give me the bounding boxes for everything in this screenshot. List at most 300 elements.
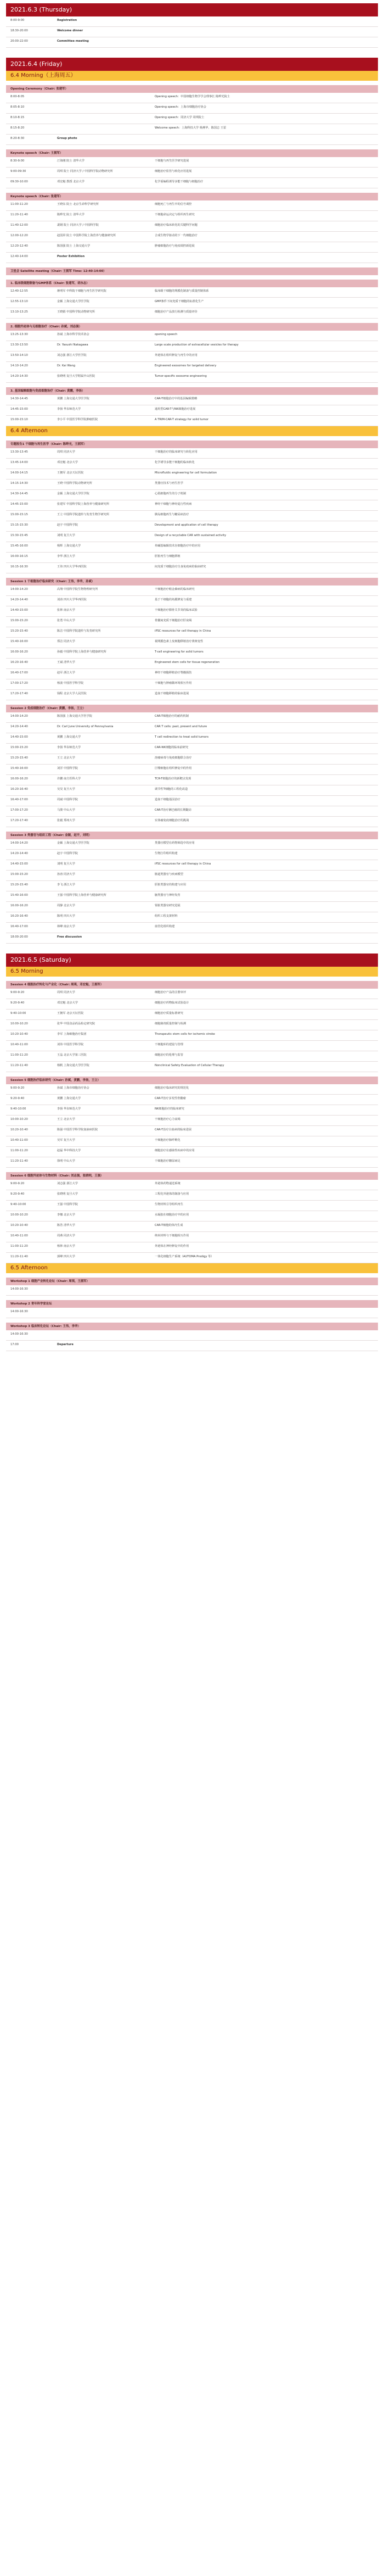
row-time: 15:00-15:20 [10, 746, 28, 749]
schedule-row [6, 796, 378, 806]
schedule-row [6, 1136, 378, 1147]
section-title: Session 1 干细胞治疗临床研究（Chair: 王伟，李华，孙斌） [6, 578, 378, 586]
schedule-row [6, 999, 378, 1010]
schedule-row [6, 211, 378, 221]
row-speaker [57, 95, 155, 101]
row-speaker: 王立 中国科学院遗传与发育生物学研究所 [57, 513, 110, 516]
row-time: 13:30-13:50 [10, 343, 28, 347]
schedule-row [6, 1147, 378, 1157]
section-title: Session 3 类器官与组织工程（Chair: 金颖，赵宇，刘明） [6, 832, 378, 839]
row-time: 17:00-17:20 [10, 809, 28, 812]
row-topic [155, 1343, 378, 1348]
row-time: 11:20-11:40 [10, 1255, 28, 1258]
row-time: 18:00-20:00 [10, 935, 28, 939]
row-topic: Nonclinical Safety Evaluation of Cellular Therapy [155, 1064, 224, 1067]
row-topic: 肾脏类器官研究进展 [155, 904, 180, 907]
row-time: 13:25-13:30 [10, 333, 28, 336]
row-topic: A TRIM-CAR-T strategy for solid tumor [155, 418, 209, 421]
row-topic: 细胞治疗的伦理与监管 [155, 1053, 183, 1057]
schedule-row [6, 785, 378, 796]
row-time: 16:20-16:40 [10, 915, 28, 918]
schedule-row [6, 331, 378, 341]
row-speaker: 王拥军 北京天坛医院 [57, 471, 84, 475]
row-time: 13:30-13:45 [10, 450, 28, 454]
row-speaker: 陈浩 清华大学 [57, 1224, 75, 1227]
row-time: 14:00-16:30 [10, 1332, 28, 1336]
schedule-row [6, 1180, 378, 1190]
schedule-row [6, 648, 378, 659]
row-speaker: 刘涛 四川大学华西医院 [57, 598, 87, 601]
row-time: 8:10-8:15 [10, 116, 25, 119]
section-title: Session 6 细胞外泌体与生物材料（Chair: 刘志强，张晓明，王强） [6, 1172, 378, 1180]
row-time: 12:40-12:55 [10, 289, 28, 293]
row-topic: 溶瘤病毒与免疫细胞联合治疗 [155, 756, 192, 760]
row-time: 15:40-16:00 [10, 767, 28, 770]
row-topic: 纳米材料与干细胞相互作用 [155, 1234, 189, 1237]
row-topic [155, 1332, 378, 1338]
row-topic: 调节性T细胞的工程化改造 [155, 788, 188, 791]
schedule-row [6, 1157, 378, 1168]
row-time: 20:00-22:00 [10, 40, 28, 43]
section-title: 卫星会 Satellite meeting（Chair: 王拥军 Time: 12:40-14:00） [6, 267, 378, 275]
schedule-row [6, 627, 378, 638]
row-speaker: Dr. Kai Wang [57, 364, 76, 367]
row-speaker: 李扬 华东师范大学 [57, 408, 81, 411]
row-time: 8:00-8:05 [10, 95, 25, 98]
schedule-row [6, 1211, 378, 1222]
row-speaker: Departure [57, 1343, 74, 1346]
row-speaker: 杨辉 上海交通大学 [57, 544, 81, 548]
row-topic: Tumor-specific exosome engineering [155, 375, 207, 378]
row-topic: 干细胞治疗糖尿病足 [155, 1159, 180, 1163]
row-topic: 类器官模型在药物筛选中的应用 [155, 841, 195, 845]
row-topic: 干细胞库的建设与管理 [155, 1043, 183, 1046]
row-speaker [57, 1332, 155, 1338]
row-speaker: 邓宏魁 北京大学 [57, 1001, 78, 1005]
row-topic: 外泌体药物递送系统 [155, 1182, 180, 1185]
row-topic: Opening speech：上海市细胞治疗协会 [155, 105, 206, 109]
row-speaker: Dr. Carl June University of Pennsylvania [57, 725, 114, 728]
section-title: 专题报告1 干细胞与再生医学（Chair: 陈晔光，王拥军） [6, 441, 378, 448]
row-topic: 合成生物学驱动的下一代细胞治疗 [155, 234, 197, 237]
schedule-row [6, 362, 378, 372]
row-speaker: 黄鹏 上海交通大学医学院 [57, 397, 89, 400]
row-time: 10:40-11:00 [10, 1139, 28, 1142]
row-time: 16:40-17:00 [10, 925, 28, 928]
row-time: 9:40-10:00 [10, 1107, 26, 1111]
row-time: 17:20-17:40 [10, 819, 28, 822]
row-speaker: 赵磊 华中科技大学 [57, 1149, 81, 1152]
row-time: 14:00-14:15 [10, 471, 28, 475]
schedule-row [6, 372, 378, 383]
row-time: 10:40-11:00 [10, 1043, 28, 1046]
row-time: 16:00-16:20 [10, 777, 28, 780]
schedule-row [6, 871, 378, 881]
row-speaker: 孙涛 同济大学 [57, 873, 75, 876]
row-time: 14:20-14:30 [10, 375, 28, 378]
schedule-row [6, 596, 378, 606]
row-speaker: 张华 中国食品药品检定研究院 [57, 1022, 95, 1025]
schedule-row [6, 395, 378, 405]
row-time: 11:00-11:20 [10, 1053, 28, 1057]
schedule-row [6, 521, 378, 532]
row-speaker: Free discussion [57, 935, 82, 939]
row-speaker: Group photo [57, 137, 77, 140]
row-speaker: Committee meeting [57, 40, 89, 43]
row-speaker: 高翔 中国科学院生物物理研究所 [57, 588, 98, 591]
row-topic: 干细胞与再生医学研究进展 [155, 159, 189, 163]
row-time: 16:20-16:40 [10, 788, 28, 791]
row-topic: 生物材料引导组织再生 [155, 1203, 183, 1206]
schedule-row [6, 638, 378, 648]
row-speaker: 李军 上海细胞治疗集团 [57, 1033, 87, 1036]
row-speaker: 刘志强 浙江大学医学院 [57, 354, 87, 357]
row-topic: 血管化组织构建 [155, 925, 175, 928]
schedule-row [6, 168, 378, 178]
row-time: 18:30-20:00 [10, 29, 28, 32]
schedule-row [6, 1062, 378, 1072]
schedule-row [6, 669, 378, 679]
row-time: 9:00-9:20 [10, 1182, 25, 1185]
row-topic: 细胞治疗临床研究的规范化 [155, 1086, 189, 1090]
row-speaker [57, 1310, 155, 1315]
row-time: 10:00-10:20 [10, 1118, 28, 1121]
row-speaker: 孙斌 上海市科学技术协会 [57, 333, 89, 336]
row-speaker: 王斌 清华大学 [57, 661, 75, 664]
row-topic: 外泌体在神经修复中的作用 [155, 1245, 189, 1248]
session-period-header: 6.4 Morning（上海周五） [6, 71, 378, 81]
row-topic: 细胞治疗药物临床试验设计 [155, 1001, 189, 1005]
row-topic: 化学重编程诱导多能干细胞与细胞治疗 [155, 180, 204, 183]
row-topic: 干细胞治疗肺纤维化 [155, 1139, 180, 1142]
schedule-row [6, 912, 378, 923]
row-speaker: 汀海刚 院士 清华大学 [57, 159, 84, 163]
row-topic: 基于干细胞的角膜修复与重建 [155, 598, 192, 601]
row-topic: opening speech [155, 333, 178, 336]
row-topic: iPSC resources for cell therapy in China [155, 629, 211, 633]
row-time: 10:40-11:00 [10, 1234, 28, 1237]
row-time: 15:00-15:20 [10, 873, 28, 876]
row-speaker [57, 105, 155, 111]
row-topic: 神经干细胞移植治疗脊髓损伤 [155, 671, 192, 674]
schedule-row [6, 1341, 378, 1351]
row-speaker: 刘志强 浙江大学 [57, 1182, 78, 1185]
schedule-row [6, 744, 378, 754]
row-topic [155, 19, 378, 24]
row-topic: Design of a recyclable CAR with sustained activity [155, 534, 227, 537]
row-time: 15:15-15:30 [10, 523, 28, 527]
row-speaker: 刘明 复旦大学 [57, 862, 75, 866]
row-topic: 肝脏类器官的构建与应用 [155, 883, 187, 886]
schedule-row [6, 891, 378, 902]
row-topic: 脑类器官与神经发育 [155, 894, 180, 897]
schedule-row [6, 1330, 378, 1341]
row-speaker: Registration [57, 19, 77, 22]
row-speaker: 金颖 上海交通大学医学院 [57, 300, 89, 303]
row-time: 12:20-12:40 [10, 244, 28, 248]
row-time: 8:00-9:00 [10, 19, 25, 22]
row-topic: T cell redirection to treat solid tumors [155, 735, 209, 739]
row-time: 15:40-16:00 [10, 894, 28, 897]
row-time: 09:30-10:00 [10, 180, 28, 183]
row-speaker: 郑洁 同济大学 [57, 640, 75, 643]
row-speaker: 陈晔光 院士 清华大学 [57, 213, 84, 216]
row-topic: 细胞死亡与再生中的信号调控 [155, 203, 192, 206]
row-topic: 肿瘤细胞治疗与免疫调控新进展 [155, 244, 195, 248]
row-topic: 外泌体在组织修复与再生中的应用 [155, 354, 197, 357]
row-topic: CAR-NK细胞的临床前研究 [155, 746, 189, 749]
row-topic: CAR-T治疗白血病的临床进展 [155, 1128, 192, 1131]
row-time: 15:00-15:15 [10, 513, 28, 516]
row-speaker: 周琪 同济大学 [57, 991, 75, 994]
row-topic: 胰岛细胞再生与糖尿病治疗 [155, 513, 189, 516]
row-time: 16:40-17:00 [10, 798, 28, 801]
row-time: 11:20-11:40 [10, 213, 28, 216]
row-topic: 临床级干细胞的规模化制备与质量控制体系 [155, 289, 209, 293]
row-topic: 细胞治疗监管与转化应用进展 [155, 170, 192, 173]
row-time: 14:00-16:30 [10, 1287, 28, 1291]
row-time: 16:20-16:40 [10, 661, 28, 664]
row-speaker: 黄鹏 上海交通大学 [57, 1097, 81, 1100]
schedule-row [6, 93, 378, 103]
row-topic: 单碱基编辑技术在细胞治疗中的应用 [155, 544, 201, 548]
row-time: 9:40-10:00 [10, 1012, 26, 1015]
row-topic: Development and application of cell therapy [155, 523, 218, 527]
schedule-row [6, 341, 378, 352]
row-speaker: 许鹏 南方医科大学 [57, 777, 81, 780]
section-title: 3. 基因编辑细胞与免疫细胞治疗（Chair: 黄鹏，李扬） [6, 387, 378, 395]
schedule-row [6, 114, 378, 124]
schedule-row [6, 765, 378, 775]
row-time: 14:15-14:30 [10, 482, 28, 485]
row-time: 14:40-15:00 [10, 862, 28, 866]
row-topic: 细胞治疗在感染性疾病中的应用 [155, 1149, 195, 1152]
schedule-row [6, 881, 378, 891]
row-topic: 神经干细胞与神经退行性疾病 [155, 503, 192, 506]
row-speaker: 赵国屏 院士 中国科学院上海营养与健康研究所 [57, 234, 116, 237]
row-speaker: 孙毅 中国科学院上海营养与健康研究所 [57, 650, 106, 654]
schedule-row [6, 1051, 378, 1062]
row-time: 14:00-14:20 [10, 841, 28, 845]
row-time: 13:10-13:25 [10, 310, 28, 314]
row-topic: 肠道类器官与疾病模型 [155, 873, 183, 876]
row-speaker: 裴钢 院士 同济大学 / 中国科学院 [57, 224, 99, 227]
row-speaker: 周斌 中国科学院 [57, 798, 78, 801]
row-topic: 干细胞命运决定与组织再生研究 [155, 213, 195, 216]
row-topic: iPSC resources for cell therapy in China [155, 862, 211, 866]
section-title: Session 2 免疫细胞治疗（Chair: 黄鹏，李扬，王立） [6, 705, 378, 712]
section-title: 2. 细胞外泌体与无细胞治疗（Chair: 孙斌，刘志强） [6, 323, 378, 331]
row-speaker: 张勇 中山大学 [57, 619, 75, 622]
row-speaker: 张林 南京大学 [57, 609, 75, 612]
schedule-row [6, 617, 378, 627]
row-topic: Opening speech：中国细胞生物学学会理事长 陈晔光院士 [155, 95, 230, 98]
row-speaker: 王立 北京大学 [57, 756, 75, 760]
row-topic: 工程化外泌体的制备与应用 [155, 1192, 189, 1196]
row-speaker: 王拥军 北京天坛医院 [57, 1012, 84, 1015]
row-speaker: 李扬 华东师范大学 [57, 1107, 81, 1111]
schedule-row [6, 287, 378, 298]
schedule-row [6, 479, 378, 490]
schedule-row [6, 1126, 378, 1136]
row-time: 12:00-12:20 [10, 234, 28, 237]
schedule-row [6, 1084, 378, 1095]
schedule-row [6, 469, 378, 479]
schedule-row [6, 1232, 378, 1242]
row-time: 11:00-11:20 [10, 1149, 28, 1152]
day-header: 2021.6.5 (Saturday) [6, 954, 378, 967]
schedule-row [6, 806, 378, 817]
row-speaker: 张建军 中国科学院上海营养与健康研究所 [57, 503, 110, 506]
row-topic: 细胞治疗临床转化的关键科学问题 [155, 224, 197, 227]
schedule-row [6, 298, 378, 308]
row-speaker: 李小平 中国医学科学院肿瘤医院 [57, 418, 98, 421]
row-speaker: 赵军 浙江大学 [57, 671, 75, 674]
section-title: Session 4 细胞治疗转化与产业化（Chair: 周琪，邓宏魁，王拥军） [6, 981, 378, 989]
row-speaker: 邓宏魁 北京大学 [57, 461, 78, 464]
schedule-row [6, 124, 378, 135]
row-speaker: 蒋明军 中科院干细胞与再生医学研究院 [57, 289, 106, 293]
schedule-row [6, 553, 378, 563]
row-topic [155, 40, 378, 45]
row-topic [155, 1310, 378, 1315]
schedule-row [6, 511, 378, 521]
schedule-row [6, 586, 378, 596]
row-speaker: 周琪 院士 同济大学 / 中国科学院动物研究所 [57, 170, 113, 173]
row-time: 9:40-10:00 [10, 1203, 26, 1206]
row-speaker: 徐明 中山大学 [57, 1159, 75, 1163]
row-time: 15:45-16:00 [10, 544, 28, 548]
schedule-row [6, 500, 378, 511]
row-speaker: 孙斌 上海市细胞治疗协会 [57, 1086, 89, 1090]
row-topic: CAR-T治疗淋巴瘤的长期随访 [155, 809, 192, 812]
row-topic: 肝脏再生与细胞移植 [155, 555, 180, 558]
row-speaker: 马骏 中山大学 [57, 809, 75, 812]
row-time: 14:20-14:40 [10, 725, 28, 728]
schedule-row [6, 1253, 378, 1263]
row-speaker: 张晓明 复旦大学 [57, 1192, 78, 1196]
row-speaker: 赵宇 中国科学院 [57, 523, 78, 527]
session-period-header: 6.5 Afternoon [6, 1263, 378, 1273]
schedule-row [6, 659, 378, 669]
row-time: 15:30-15:45 [10, 534, 28, 537]
row-time: 10:00-10:20 [10, 1213, 28, 1217]
row-topic: TCR-T细胞治疗的新靶点发现 [155, 777, 191, 780]
row-time: 14:20-14:40 [10, 852, 28, 855]
row-topic: 干细胞治疗膝骨关节炎的临床试验 [155, 609, 197, 612]
row-time: 12:55-13:10 [10, 300, 28, 303]
schedule-row [6, 817, 378, 827]
row-topic: 骨髓间充质干细胞治疗肝衰竭 [155, 619, 192, 622]
row-speaker: 杨林 南京大学 [57, 1245, 75, 1248]
row-topic: 造血干细胞基因治疗 [155, 798, 180, 801]
row-speaker: 林峰 南京大学 [57, 925, 75, 928]
schedule-row [6, 690, 378, 700]
row-topic: CAR-T细胞治疗的耐药机制 [155, 715, 189, 718]
row-time: 8:20-8:30 [10, 137, 25, 140]
row-topic: 心肌细胞再生的分子机制 [155, 492, 187, 495]
row-speaker: 杨帆 上海交通大学医学院 [57, 1064, 89, 1067]
row-time: 10:20-10:40 [10, 1033, 28, 1036]
row-speaker: 陈国强 院士 上海交通大学 [57, 244, 91, 248]
schedule-row [6, 1041, 378, 1051]
row-time: 11:20-11:40 [10, 1064, 28, 1067]
schedule-row [6, 902, 378, 912]
row-time: 9:20-9:40 [10, 1192, 25, 1196]
section-title: Keynote speech（Chair: 王拥军） [6, 149, 378, 157]
row-time: 15:00-15:20 [10, 619, 28, 622]
row-speaker: 杨波 中国医学科学院 [57, 682, 84, 685]
row-topic: 干细胞治疗帕金森病的临床研究 [155, 588, 195, 591]
schedule-row [6, 1190, 378, 1201]
row-topic: CAR-T细胞的体内生成 [155, 1224, 183, 1227]
schedule-row [6, 200, 378, 211]
schedule-row [6, 242, 378, 253]
schedule-row [6, 221, 378, 232]
row-time: 11:00-11:20 [10, 203, 28, 206]
row-topic [155, 137, 378, 142]
row-speaker: 金颖 上海交通大学医学院 [57, 841, 89, 845]
row-time: 12:40-14:00 [10, 255, 28, 258]
row-topic: GMP条件下间充质干细胞的标准化生产 [155, 300, 204, 303]
row-speaker: 邓宏魁 教授 北京大学 [57, 180, 84, 183]
row-topic: 间充质干细胞治疗自身免疫病的临床研究 [155, 565, 206, 568]
row-time: 15:20-15:40 [10, 629, 28, 633]
schedule-row [6, 679, 378, 690]
schedule-row [6, 1010, 378, 1020]
schedule-row [6, 27, 378, 37]
section-title: Keynote speech（Chair: 张建军） [6, 193, 378, 200]
row-topic: CAR-T细胞治疗中的基因编辑策略 [155, 397, 197, 400]
row-topic: Engineered exosomes for targeted delivery [155, 364, 217, 367]
schedule-row [6, 923, 378, 933]
row-time: 9:20-9:40 [10, 1097, 25, 1100]
row-time: 11:40-12:00 [10, 224, 28, 227]
row-time: 13:50-14:10 [10, 354, 28, 357]
row-time: 10:20-10:40 [10, 1224, 28, 1227]
schedule-row [6, 459, 378, 469]
row-time: 11:20-11:40 [10, 1159, 28, 1163]
schedule-row [6, 135, 378, 145]
row-time: 17:00 [10, 1343, 19, 1346]
schedule-row [6, 1095, 378, 1105]
row-time: 9:00-9:20 [10, 991, 25, 994]
row-speaker: 王晶 北京大学第三医院 [57, 1053, 87, 1057]
schedule-row [6, 178, 378, 188]
section-title: Workshop 2 青年科学家论坛 [6, 1300, 378, 1308]
section-title: Opening Ceremony（Chair: 张建军） [6, 85, 378, 93]
row-speaker: Welcome dinner [57, 29, 83, 32]
row-speaker: 王强 中国科学院 [57, 1203, 78, 1206]
section-title: Workshop 3 临床转化论坛（Chair: 王伟，李华） [6, 1323, 378, 1330]
row-speaker: Poster Exhibition [57, 255, 85, 258]
row-speaker [57, 116, 155, 121]
row-time: 13:45-14:00 [10, 461, 28, 464]
schedule-row [6, 416, 378, 426]
schedule-row [6, 733, 378, 744]
schedule-row [6, 850, 378, 860]
schedule-row [6, 1116, 378, 1126]
row-time: 14:40-15:00 [10, 735, 28, 739]
row-topic: 造血干细胞移植的临床进展 [155, 692, 189, 695]
row-speaker: 陈国强 上海交通大学医学院 [57, 715, 92, 718]
row-topic: Microfluidic engineering for cell formulation [155, 471, 217, 475]
row-time: 9:00-09:30 [10, 170, 26, 173]
row-speaker [57, 1287, 155, 1293]
schedule-row [6, 606, 378, 617]
row-speaker: 张毅 郑州大学 [57, 819, 75, 822]
schedule-row [6, 157, 378, 168]
